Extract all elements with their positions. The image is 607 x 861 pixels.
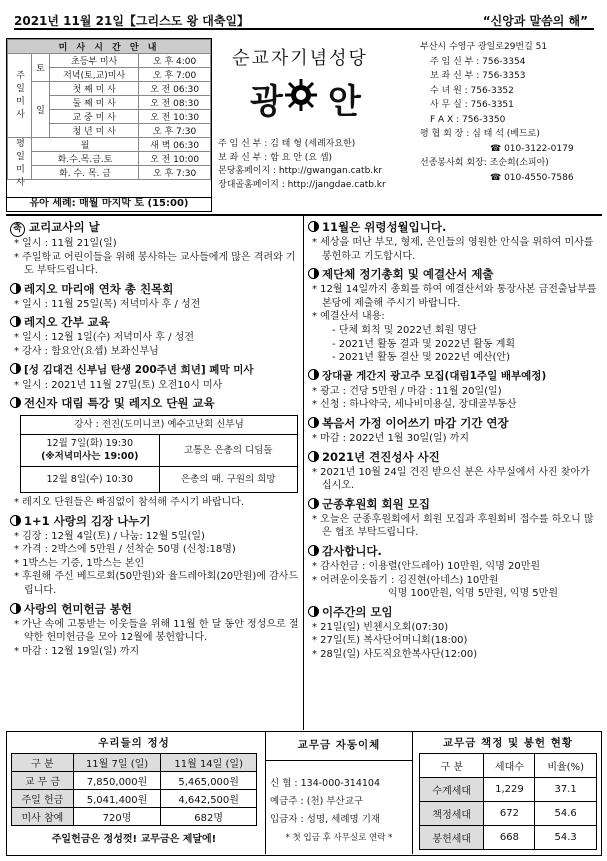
- notice-title: 이주간의 모임: [308, 604, 598, 621]
- notice-item: * 1박스는 기증, 1박스는 본인: [14, 557, 145, 569]
- half-circle-icon: [308, 451, 319, 462]
- mass-schedule: [6, 38, 212, 198]
- notice-title: 레지오 마리애 연차 총 친목회: [10, 281, 300, 298]
- mass-name: 화. 수. 목. 금: [31, 166, 138, 180]
- half-circle-icon: [308, 545, 319, 556]
- category-sunday: 주일미사: [8, 54, 32, 138]
- finance-col-head: 11월 14일 (일): [161, 754, 257, 772]
- notice-item: * 가격 : 2박스에 5만원 / 선착순 50명 (신청:18명): [14, 544, 236, 556]
- lecture-date: 12월 7일(화) 19:30: [46, 437, 133, 449]
- status-count: 668: [484, 826, 535, 850]
- transfer-box: [265, 732, 413, 854]
- finance-value: 5,465,000원: [161, 772, 257, 790]
- half-circle-icon: [10, 397, 21, 408]
- notice-item: * 27일(토) 복사단어머니회(18:00): [312, 635, 468, 647]
- notice-title: 레지오 간부 교육: [10, 314, 300, 331]
- parish-logo-icon: [284, 78, 318, 112]
- notice-item: * 일시 : 12월 1일(수) 저녁미사 후 / 성전: [14, 332, 194, 344]
- right-column: [308, 216, 598, 661]
- transfer-bank: 신 협 : 134-000-314104: [270, 778, 381, 789]
- notice-item: * 21일(일) 빈첸시오회(07:30): [312, 621, 449, 633]
- homepage-link[interactable]: 본당홈페이지 : http://gwangan.catb.kr: [218, 166, 383, 176]
- label-saturday: 토: [31, 54, 49, 82]
- mass-name: 교 중 미 사: [50, 110, 139, 124]
- motto: “신앙과 말씀의 해”: [482, 14, 588, 28]
- contact-line: 사 무 실 : 756-3351: [430, 100, 514, 110]
- notice-item: * 신청 : 하나약국, 세나비미용실, 장대골부동산: [312, 399, 517, 411]
- notice-item: * 가난 속에 고통받는 이웃들을 위해 11월 한 달 동안 정성으로 절약한 헌미헌금을 모아 12월에 봉헌합니다.: [14, 618, 299, 644]
- finance-table: [11, 753, 257, 826]
- half-circle-icon: [10, 316, 21, 327]
- address: 부산시 수영구 광일로29번길 51: [420, 42, 548, 52]
- status-rate: 54.6: [535, 802, 597, 826]
- contact-line: 주 임 신 부 : 756-3354: [430, 56, 526, 67]
- status-col-head: 구 분: [420, 754, 484, 778]
- notice-item: * 강사 : 함요안(요셉) 보좌신부님: [14, 345, 159, 357]
- mass-time: 오 후 7:30: [139, 166, 211, 180]
- half-circle-icon: [308, 221, 319, 232]
- mass-name: 월: [31, 138, 138, 152]
- mass-name: 첫 째 미 사: [50, 82, 139, 96]
- half-circle-icon: [308, 498, 319, 509]
- notice-item: * 광고 : 건당 5만원 / 마감 : 11월 20일(일): [312, 385, 502, 397]
- notice-item: * 일시 : 11월 25일(목) 저녁미사 후 / 성전: [14, 298, 201, 310]
- notice-title: 복음서 가정 이어쓰기 마감 기간 연장: [308, 415, 598, 432]
- status-row-label: 수계세대: [420, 778, 484, 802]
- status-table: [419, 753, 597, 850]
- status-col-head: 세대수: [484, 754, 535, 778]
- transfer-info: [266, 760, 412, 847]
- mass-name: 둘 째 미 사: [50, 96, 139, 110]
- staff-info: [218, 138, 408, 192]
- mass-time: 오 전 06:30: [139, 82, 211, 96]
- date-title: 2021년 11월 21일【그리스도 왕 대축일】: [14, 14, 250, 28]
- finance-box: [11, 735, 257, 845]
- mass-time: 오 후 7:30: [139, 124, 211, 138]
- label-sunday: 일: [31, 82, 49, 138]
- notice-title: 축 교리교사의 날: [10, 219, 300, 237]
- notice-item: * 감사헌금 : 이용렬(안드레아) 10만원, 익명 20만원: [312, 560, 541, 572]
- bottom-panel: [6, 731, 602, 856]
- notice-item: 익명 100만원, 익명 5만원, 익명 5만원: [388, 588, 558, 600]
- half-circle-icon: [308, 268, 319, 279]
- status-row-label: 봉헌세대: [420, 826, 484, 850]
- notice-title: 감사합니다.: [308, 543, 598, 560]
- contact-line: 수 녀 원 : 756-3352: [430, 85, 514, 96]
- category-weekday: 평일미사: [8, 138, 32, 180]
- transfer-title: 교무금 자동이체: [297, 739, 381, 751]
- half-circle-icon: [10, 283, 21, 294]
- mass-time: 오 전 08:30: [139, 96, 211, 110]
- pastor-line: 주 임 신 부 : 김 태 형 (세례자요한): [218, 139, 356, 149]
- notice-title: 전신자 대림 특강 및 레지오 단원 교육: [10, 395, 300, 412]
- notice-title: 11월은 위령성월입니다.: [308, 219, 598, 236]
- transfer-holder: 예금주 : (천) 부산교구: [270, 796, 364, 807]
- notice-subitem: - 단체 회칙 및 2022년 회원 명단: [332, 324, 477, 336]
- notice-item: * 후원해 주신 베드로회(50만원)와 율드레아회(20만원)에 감사드립니다.: [14, 571, 299, 596]
- contact-info: [420, 40, 598, 185]
- finance-row-label: 주일 헌금: [12, 790, 74, 808]
- notice-item: * 김장 : 12월 4일(토) / 나눔: 12월 5일(일): [14, 530, 205, 542]
- notice-item: * 2021년 10월 24일 견진 받으신 분은 사무실에서 사진 찾아가십시오.: [312, 466, 590, 492]
- notice-title: 1+1 사랑의 김장 나누기: [10, 513, 300, 530]
- transfer-depositor: 입금자 : 성명, 세례명 기재: [270, 814, 381, 825]
- notice-item: * 세상을 떠난 부모, 형제, 은인들의 영원한 안식을 위하여 미사를 봉헌하고 기도합시다.: [312, 237, 594, 262]
- status-col-head: 비율(%): [535, 754, 597, 778]
- jangdae-homepage-link[interactable]: 장대골홈페이지 : http://jangdae.catb.kr: [218, 179, 386, 190]
- lecture-topic: 고통은 은총의 디딤돌: [159, 434, 298, 466]
- status-box: [419, 735, 597, 850]
- notice-subitem: - 2021년 활동 결과 및 2022년 활동 계획: [332, 338, 516, 350]
- notice-title: [성 김대건 신부님 탄생 200주년 희년] 폐막 미사: [10, 362, 300, 379]
- finance-col-head: 11월 7일 (일): [73, 754, 161, 772]
- mass-name: 초등부 미사: [50, 54, 139, 68]
- mass-name: 저녁(토,교)미사: [50, 68, 139, 82]
- finance-value: 4,642,500원: [161, 790, 257, 808]
- lecture-header: 강사 : 전진(도미니코) 예수고난회 신부님: [21, 416, 298, 435]
- phone-line: ☎ 010-4550-7586: [490, 172, 574, 183]
- finance-value: 682명: [161, 808, 257, 826]
- notice-item: * 오늘은 군종후원회에서 회원 모집과 후원회비 접수를 하오니 많은 협조 부탁드립니다.: [312, 513, 594, 539]
- notice-item: * 레지오 단원들은 빠짐없이 참석해 주시기 바랍니다.: [14, 496, 245, 508]
- half-circle-icon: [308, 369, 319, 380]
- half-circle-icon: [308, 606, 319, 617]
- notice-item: * 주일학교 어린이들을 위해 봉사하는 교사들에게 많은 격려와 기도 부탁드립니다.: [14, 251, 296, 277]
- notice-subitem: - 2021년 활동 결산 및 2022년 예산(안): [332, 352, 510, 364]
- status-rate: 37.1: [535, 778, 597, 802]
- contact-line: F A X : 756-3350: [430, 114, 506, 125]
- finance-footer: 주일헌금은 정성껏! 교무금은 제달에!: [51, 834, 217, 845]
- notice-item: * 마감 : 12월 19일(일) 까지: [14, 645, 140, 657]
- assistant-line: 보 좌 신 부 : 함 요 안 (요 셉): [218, 152, 333, 163]
- finance-value: 720명: [73, 808, 161, 826]
- column-divider: [303, 216, 304, 730]
- council-president: 평 협 회 장 : 심 태 석 (베드로): [420, 129, 540, 139]
- schedule-heading: 미 사 시 간 안 내: [8, 40, 211, 54]
- notice-item: * 예결산서 내용:: [312, 311, 385, 323]
- half-circle-icon: [10, 515, 21, 526]
- notice-title: 제단체 정기총회 및 예결산서 제출: [308, 266, 598, 283]
- header-bar: [14, 12, 594, 30]
- notice-item: * 28일(일) 사도직요한복사단(12:00): [312, 648, 478, 660]
- lecture-topic: 은총의 때. 구원의 희망: [159, 466, 298, 492]
- mass-time: 오 전 10:00: [139, 152, 211, 166]
- contact-line: 보 좌 신 부 : 756-3353: [430, 71, 526, 81]
- notice-item: * 어려운이웃돕기 : 김진현(아네스) 10만원: [312, 574, 499, 586]
- notice-title: 사랑의 헌미헌금 봉헌: [10, 601, 300, 618]
- half-circle-icon: [308, 417, 319, 428]
- notice-title: 장대골 게간지 광고주 모집(대림1주일 배부예정): [308, 368, 598, 385]
- half-circle-icon: [10, 363, 21, 374]
- notice-item: * 마감 : 2022년 1월 30일(일) 까지: [312, 432, 470, 444]
- mass-time: 오 후 7:00: [139, 68, 211, 82]
- mass-time: 오 후 4:00: [139, 54, 211, 68]
- paper-name-right: 안: [328, 82, 361, 122]
- phone-line: ☎ 010-3122-0179: [490, 143, 574, 154]
- finance-value: 7,850,000원: [73, 772, 161, 790]
- mass-time: 새 벽 06:30: [139, 138, 211, 152]
- status-count: 1,229: [484, 778, 535, 802]
- finance-row-label: 미사 참예: [12, 808, 74, 826]
- notice-item: * 12월 14일까지 총회를 하여 예결산서와 통장사본 금전출납부를 본당에 제출해 주시기 바랍니다.: [312, 284, 597, 309]
- notice-title: 2021년 견진성사 사진: [308, 449, 598, 466]
- lecture-date-note: (※저녁미사는 19:00): [41, 451, 139, 463]
- mass-time: 오 전 10:30: [139, 110, 211, 124]
- baptism-note: 유아 세례: 매월 마지막 토 (15:00): [6, 198, 212, 212]
- notice-item: * 일시 : 11월 21일(일): [14, 238, 117, 249]
- status-rate: 54.3: [535, 826, 597, 850]
- notice-item: * 일시 : 2021년 11월 27일(토) 오전10시 미사: [14, 379, 223, 391]
- celebration-icon: 축: [10, 222, 25, 237]
- finance-col-head: 구 분: [12, 754, 74, 772]
- lecture-table: [20, 415, 298, 493]
- parish-title: 순교자기념성당: [232, 48, 368, 69]
- half-circle-icon: [10, 603, 21, 614]
- transfer-note: * 첫 입금 후 사무실로 연락 *: [285, 833, 393, 843]
- finance-title: 우리들의 정성: [98, 737, 170, 749]
- lecture-date: 12월 8일(수) 10:30: [21, 466, 160, 492]
- status-count: 672: [484, 802, 535, 826]
- notice-title: 군종후원회 회원 모집: [308, 496, 598, 513]
- mass-name: 화.수.목.금.토: [31, 152, 138, 166]
- status-row-label: 책정세대: [420, 802, 484, 826]
- paper-name-left: 광: [250, 82, 283, 122]
- funeral-president: 선종봉사회 회장: 조순희(소피아): [420, 158, 549, 168]
- finance-row-label: 교 무 금: [12, 772, 74, 790]
- status-title: 교무금 책정 및 봉헌 현황: [442, 737, 574, 749]
- finance-value: 5,041,400원: [73, 790, 161, 808]
- mass-name: 청 년 미 사: [50, 124, 139, 138]
- left-column: [10, 216, 300, 658]
